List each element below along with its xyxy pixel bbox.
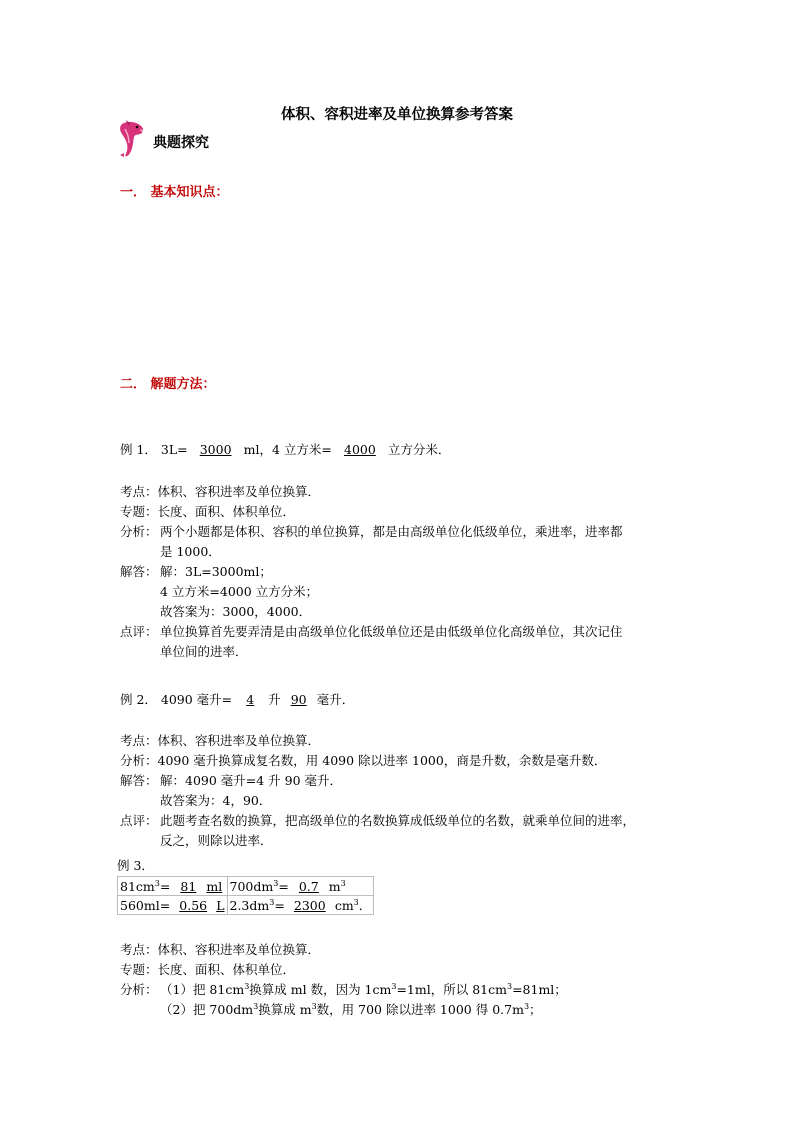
- example-1-question: 例 1． 3L= 3000 ml，4 立方米= 4000 立方分米．: [120, 440, 450, 460]
- answer-blank: 4000: [344, 442, 376, 457]
- answer-blank: 81: [180, 878, 197, 894]
- example-2-solution: 考点：体积、容积进率及单位换算． 分析：4090 毫升换算成复名数，用 4090 除以进率 1000，商是升数，余数是毫升数． 解答： 解：4090 毫升=4 升 90 毫升． 故答案为：4，90． 点评： 此题考查名数的换算，把高级单位的名数换算成低级单位的名数，就乘单位间的进率， 反之，则除以进率．: [120, 733, 636, 848]
- table-row: [118, 877, 374, 896]
- part2-heading: 二． 解题方法：: [120, 377, 216, 392]
- answer-blank: 4: [246, 692, 255, 707]
- answer-blank: 0.7: [298, 878, 319, 894]
- answer-blank: 3000: [199, 442, 232, 457]
- table-cell: $2.3dm^3= 2300$ $cm^3$．: [227, 896, 374, 915]
- section-header: 典题探究: [153, 135, 209, 151]
- answer-blank: 2300: [293, 898, 326, 913]
- part1-heading: 一． 基本知识点：: [120, 185, 229, 200]
- page-title: 体积、容积进率及单位换算参考答案: [281, 106, 513, 123]
- example-3-solution: 考点：体积、容积进率及单位换算． 专题：长度、面积、体积单位． 分析： （1）把 $81cm^3$换算成 ml 数，因为 $1cm^3=1ml$，所以 $81cm^3=81ml$； （2）把 $700dm^3$换算成 $m^3$数，用 700 除以进率 1000 得 $0.7m^3$；: [120, 942, 567, 1017]
- example-2-question: 例 2． 4090 毫升= 4 升 90 毫升．: [120, 690, 354, 710]
- answer-blank: 90: [290, 692, 307, 707]
- example-3-table: [117, 876, 374, 915]
- dolphin-icon: [116, 119, 146, 159]
- answer-blank: 0.56: [179, 897, 208, 913]
- table-cell: $700dm^3= 0.7$ $m^3$: [227, 877, 374, 896]
- example-3-label: 例 3．: [117, 858, 154, 873]
- table-cell: 560ml= 0.56 L: [118, 896, 228, 915]
- table-cell: $81cm^3= 81$ ml: [118, 877, 228, 896]
- table-row: [118, 896, 374, 915]
- example-1-solution: 考点：体积、容积进率及单位换算． 专题：长度、面积、体积单位． 分析： 两个小题都是体积、容积的单位换算，都是由高级单位化低级单位，乘进率，进率都 是 1000． 解答： 解：3L=3000ml； 4 立方米=4000 立方分米； 故答案为：3000，4000． 点评： 单位换算首先要弄清是由高级单位化低级单位还是由低级单位化高级单位，其次记住 单位间的进率．: [120, 484, 623, 659]
